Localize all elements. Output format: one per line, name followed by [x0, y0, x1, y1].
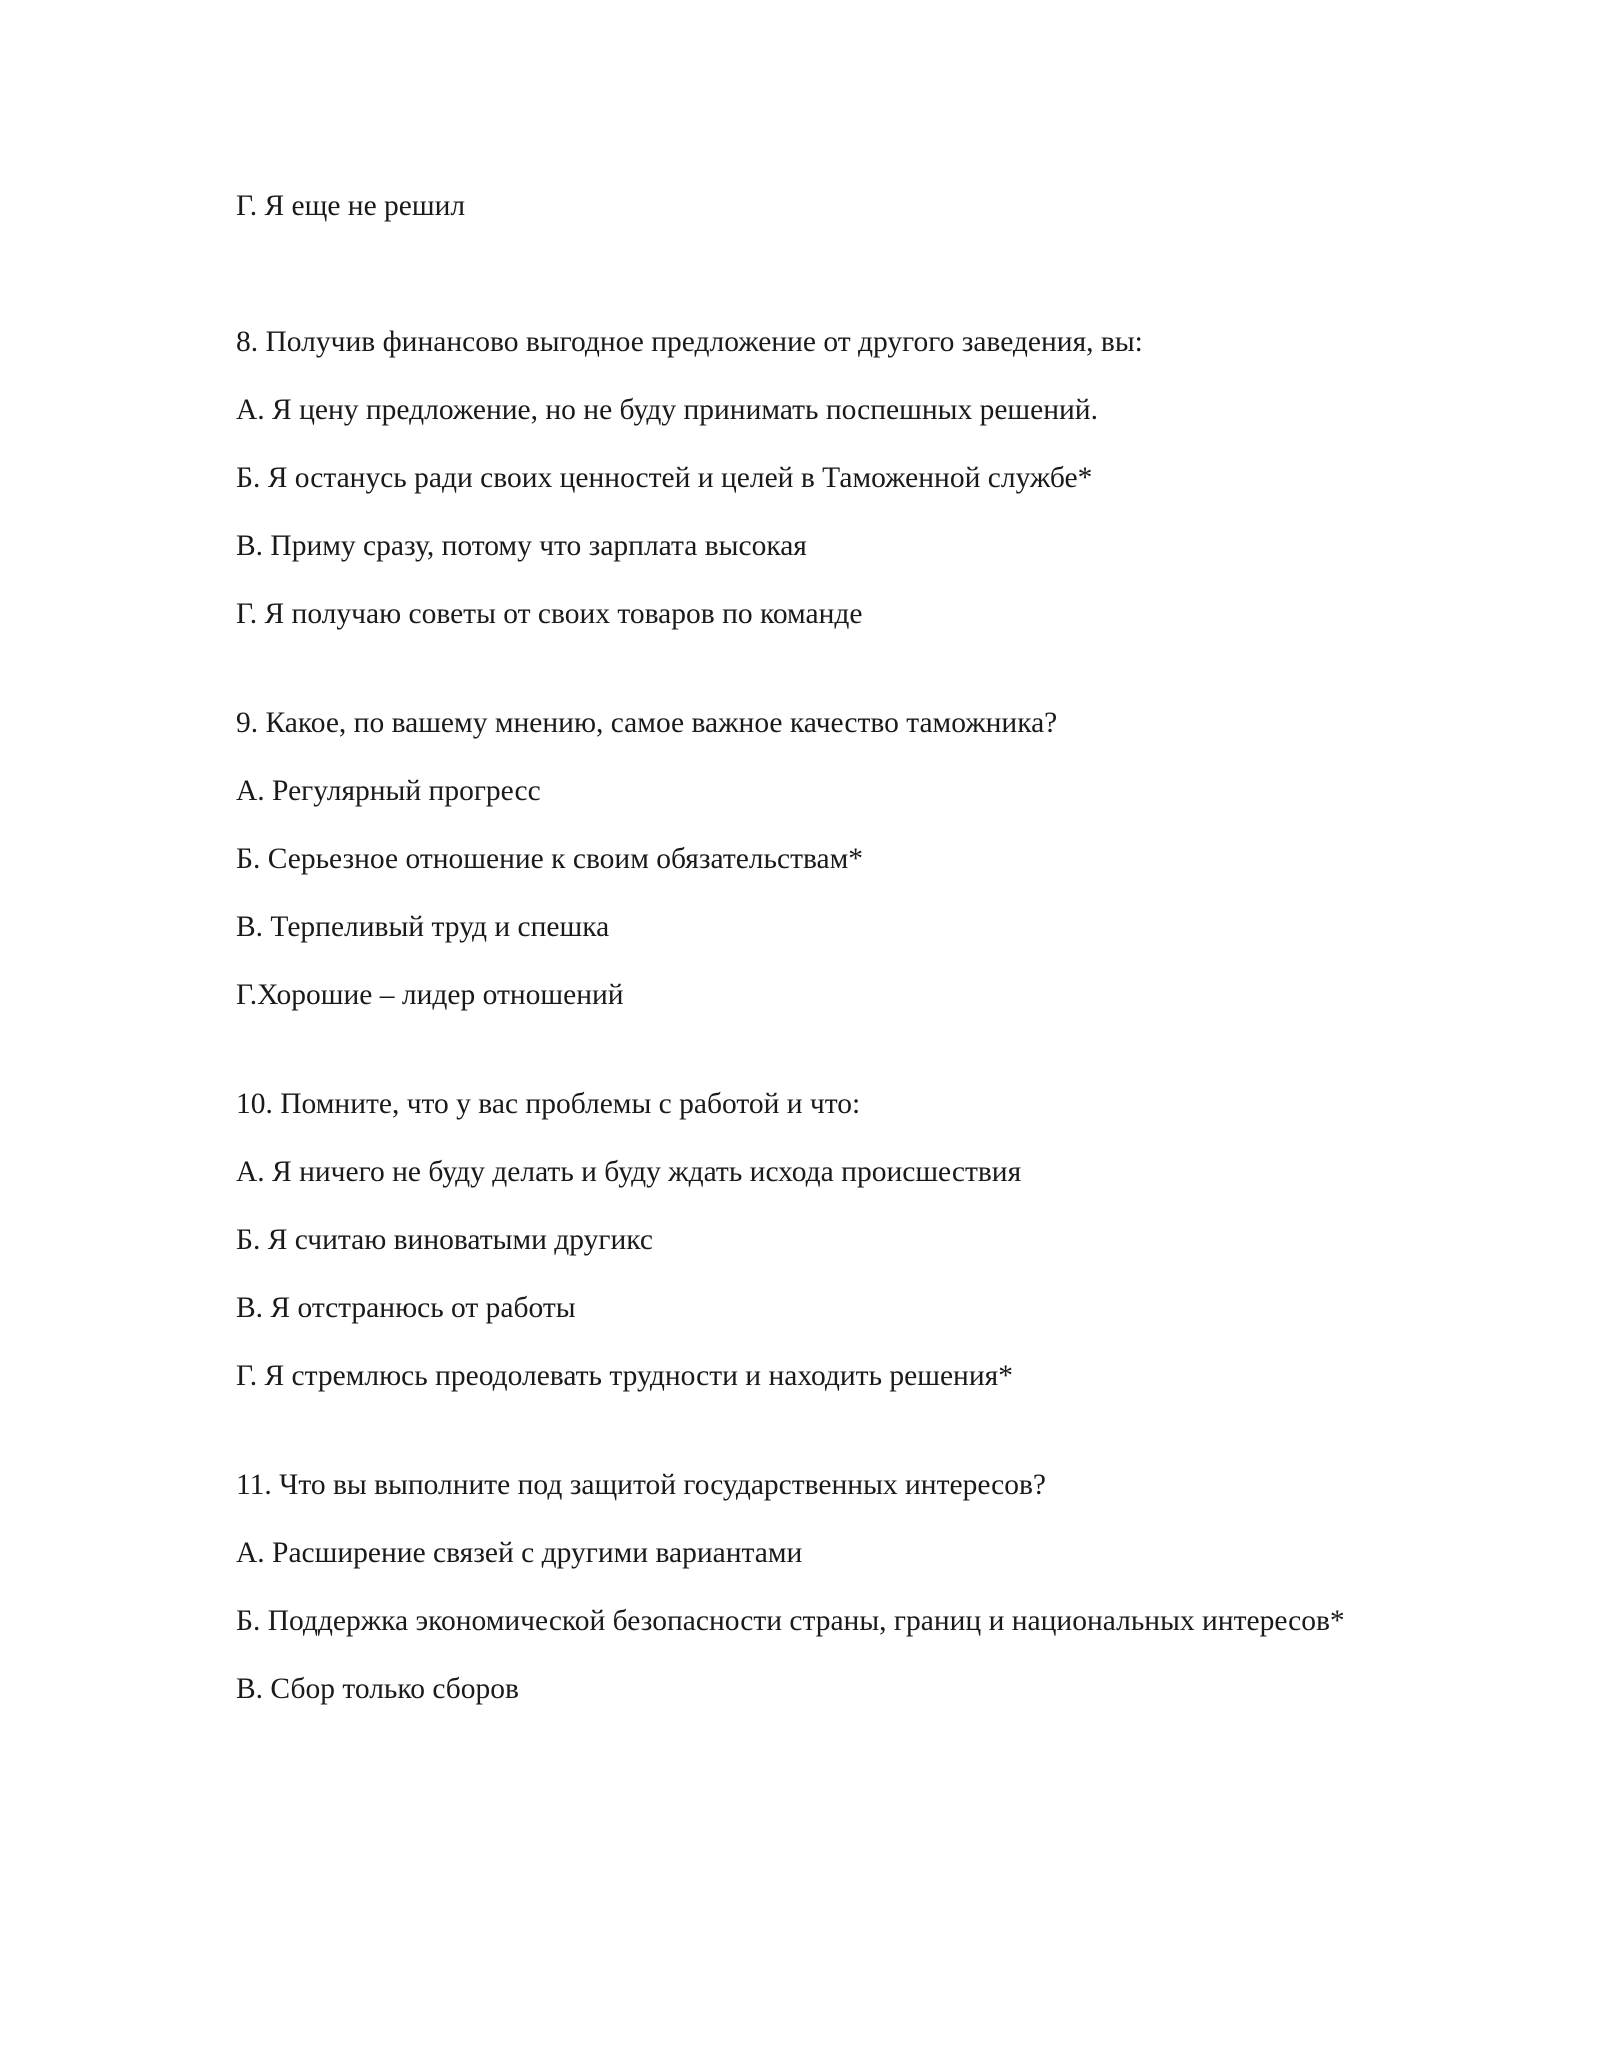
- question-text: 8. Получив финансово выгодное предложение от другого заведения, вы:: [236, 326, 1143, 358]
- answer-option: А. Регулярный прогресс: [236, 775, 541, 807]
- question-8: [236, 322, 1366, 635]
- question-text: 11. Что вы выполните под защитой государственных интересов?: [236, 1469, 1047, 1501]
- answer-option: Б. Поддержка экономической безопасности страны, границ и национальных интересов*: [236, 1605, 1345, 1637]
- question-11: [236, 1465, 1366, 1710]
- answer-option: Г. Я стремлюсь преодолевать трудности и находить решения*: [236, 1360, 1013, 1392]
- answer-option: А. Я цену предложение, но не буду принимать поспешных решений.: [236, 394, 1098, 426]
- question-10: [236, 1084, 1366, 1397]
- question-7-tail: [236, 186, 1366, 227]
- answer-option: В. Сбор только сборов: [236, 1673, 519, 1705]
- answer-option: Г.Хорошие – лидер отношений: [236, 979, 624, 1011]
- question-text: 10. Помните, что у вас проблемы с работой и что:: [236, 1088, 861, 1120]
- answer-option: В. Терпеливый труд и спешка: [236, 911, 610, 943]
- question-9: [236, 703, 1366, 1016]
- answer-option: А. Расширение связей с другими вариантами: [236, 1537, 803, 1569]
- document-body: [236, 186, 1366, 1710]
- question-text: 9. Какое, по вашему мнению, самое важное качество таможника?: [236, 707, 1058, 739]
- answer-option: Б. Я считаю виноватыми другикс: [236, 1224, 653, 1256]
- answer-option: Г. Я получаю советы от своих товаров по команде: [236, 598, 863, 630]
- answer-option: А. Я ничего не буду делать и буду ждать исхода происшествия: [236, 1156, 1022, 1188]
- answer-option: В. Я отстранюсь от работы: [236, 1292, 576, 1324]
- answer-option: Б. Я останусь ради своих ценностей и целей в Таможенной службе*: [236, 462, 1093, 494]
- answer-option: Б. Серьезное отношение к своим обязательствам*: [236, 843, 864, 875]
- answer-option: В. Приму сразу, потому что зарплата высокая: [236, 530, 807, 562]
- answer-option: Г. Я еще не решил: [236, 190, 466, 222]
